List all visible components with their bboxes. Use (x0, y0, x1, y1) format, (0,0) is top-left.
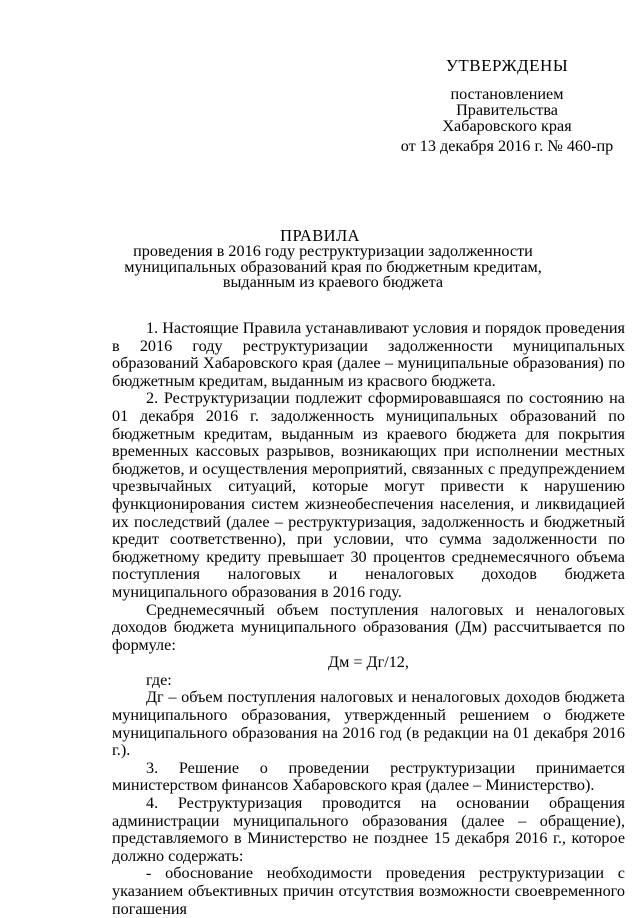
subtitle-line-1: проведения в 2016 году реструктуризации задолженности (133, 242, 533, 260)
approval-line-2: Правительства (456, 101, 558, 119)
paragraph-1: 1. Настоящие Правила устанавливают условия и порядок проведения в 2016 году реструктуризации задолженности муниципальных образований Хабаровского края (далее – муниципальные образования) по бюджетным кредитам, выданным из красвого бюджета. (112, 319, 625, 390)
document-body (112, 320, 625, 918)
paragraph-5: 3. Решение о проведении реструктуризации принимается министерством финансов Хабаровского края (далее – Министерство). (112, 758, 625, 795)
paragraph-7: - обоснование необходимости проведения реструктуризации с указанием объективных причин отсутствия возможности своевременного погашения (112, 864, 625, 918)
subtitle-line-2: муниципальных образований края по бюджетным кредитам, (124, 257, 542, 276)
where-label: где: (146, 670, 172, 689)
document-subtitle (108, 244, 558, 291)
subtitle-line-3: выданным из краевого бюджета (222, 273, 444, 291)
paragraph-2: 2. Реструктуризации подлежит сформировавшаяся по состоянию на 01 декабря 2016 г. задолженность муниципальных образований по бюджетным кредитам, выданным из краевого бюджета для покрытия временных кассовых разрывов, возникающих при исполнении местных бюджетов, и осуществления мероприятий, связанных с предупреждением чрезвычайных ситуаций, которые могут привести к нарушению функционирования систем жизнеобеспечения населения, и ликвидацией их последствий (далее – реструктуризация, задолженность и бюджетный кредит соответственно), при условии, что сумма задолженности по бюджетному кредиту превышает 30 процентов среднемесячного объема поступления налоговых и неналоговых доходов бюджета муниципального образования в 2016 году. (112, 389, 625, 601)
approval-line-1: постановлением (450, 85, 564, 103)
paragraph-4: Дг – объем поступления налоговых и неналоговых доходов бюджета муниципального образования, утвержденный решением о бюджете муниципального образования на 2016 год (в редакции на 01 декабря 2016 г.). (112, 688, 625, 760)
approval-title: УТВЕРЖДЕНЫ (445, 56, 569, 75)
paragraph-6: 4. Реструктуризация проводится на основании обращения администрации муниципального образования (далее – обращение), представляемого в Министерство не позднее 15 декабря 2016 г., которое должно содержать: (112, 794, 625, 865)
formula: Дм = Дг/12, (328, 653, 409, 672)
approval-date: от 13 декабря 2016 г. № 460-пр (400, 137, 614, 155)
document-title: ПРАВИЛА (280, 226, 360, 245)
approval-line-3: Хабаровского края (442, 117, 572, 135)
paragraph-3: Среднемесячный объем поступления налоговых и неналоговых доходов бюджета муниципального образования (Дм) рассчитывается по формуле: (112, 600, 625, 654)
approval-block (388, 58, 626, 154)
